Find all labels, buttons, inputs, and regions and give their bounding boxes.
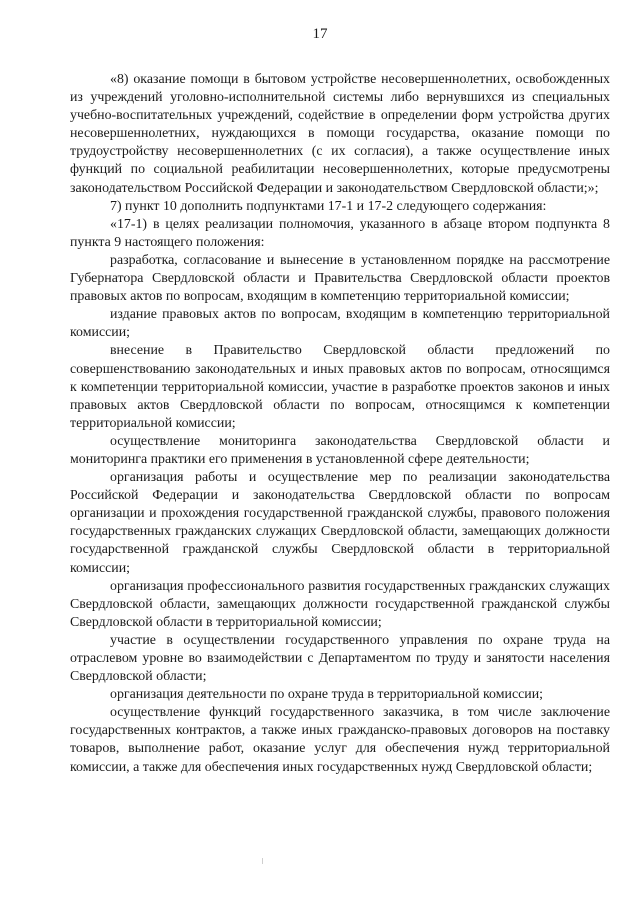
paragraph-subitem-17-1: «17-1) в целях реализации полномочия, указанного в абзаце втором подпункта 8 пункта 9 настоящего положения: — [70, 216, 610, 250]
paragraph-labor-safety: организация деятельности по охране труда в территориальной комиссии; — [110, 687, 543, 703]
paragraph-amendment-7: 7) пункт 10 дополнить подпунктами 17-1 и 17-2 следующего содержания: — [110, 198, 547, 214]
paragraph-professional-development: организация профессионального развития государственных гражданских служащих Свердловской области, замещающих должности государственной гражданской службы Свердловской области в территориальной комиссии; — [70, 578, 610, 630]
paragraph-monitoring: осуществление мониторинга законодательства Свердловской области и мониторинга практики его применения в установленной сфере деятельности; — [70, 433, 610, 467]
page-number: 17 — [312, 26, 328, 42]
document-body — [70, 71, 610, 777]
paragraph-issuing-acts: издание правовых актов по вопросам, входящим в компетенцию территориальной комиссии; — [70, 307, 610, 341]
scan-mark — [262, 858, 263, 864]
paragraph-state-customer: осуществление функций государственного заказчика, в том числе заключение государственных контрактов, а также иных гражданско-правовых договоров на поставку товаров, выполнение работ, оказание услуг для обеспечения нужд территориальной комиссии, а также для обеспечения иных государственных нужд Свердловской области; — [70, 705, 610, 775]
paragraph-drafting: разработка, согласование и вынесение в установленном порядке на рассмотрение Губернатора Свердловской области и Правительства Свердловской области проектов правовых актов по вопросам, входящим в компетенцию территориальной комиссии; — [70, 252, 610, 305]
paragraph-proposals: внесение в Правительство Свердловской области предложений по совершенствованию законодательных и иных правовых актов по вопросам, относящимся к компетенции территориальной комиссии, участие в разработке проектов законов и иных правовых актов Свердловской области по вопросам, относящимся к компетенции территориальной комиссии; — [70, 343, 610, 431]
paragraph-labor-management: участие в осуществлении государственного управления по охране труда на отраслевом уровне во взаимодействии с Департаментом по труду и занятости населения Свердловской области; — [70, 632, 610, 685]
paragraph-item-8: «8) оказание помощи в бытовом устройстве несовершеннолетних, освобожденных из учреждений уголовно-исполнительной системы либо вернувшихся из специальных учебно-воспитательных учреждений, содействие в определении форм устройства других несовершеннолетних, нуждающихся в помощи государства, оказание помощи по трудоустройству несовершеннолетних (с их согласия), а также осуществление иных функций по социальной реабилитации несовершеннолетних, которые предусмотрены законодательством Российской Федерации и законодательством Свердловской области;»; — [70, 72, 610, 196]
paragraph-civil-service: организация работы и осуществление мер по реализации законодательства Российской Федерации и законодательства Свердловской области по вопросам организации и прохождения государственной гражданской службы, правового положения государственных гражданских служащих Свердловской области, замещающих должности государственной гражданской службы Свердловской области в территориальной комиссии; — [70, 470, 610, 576]
